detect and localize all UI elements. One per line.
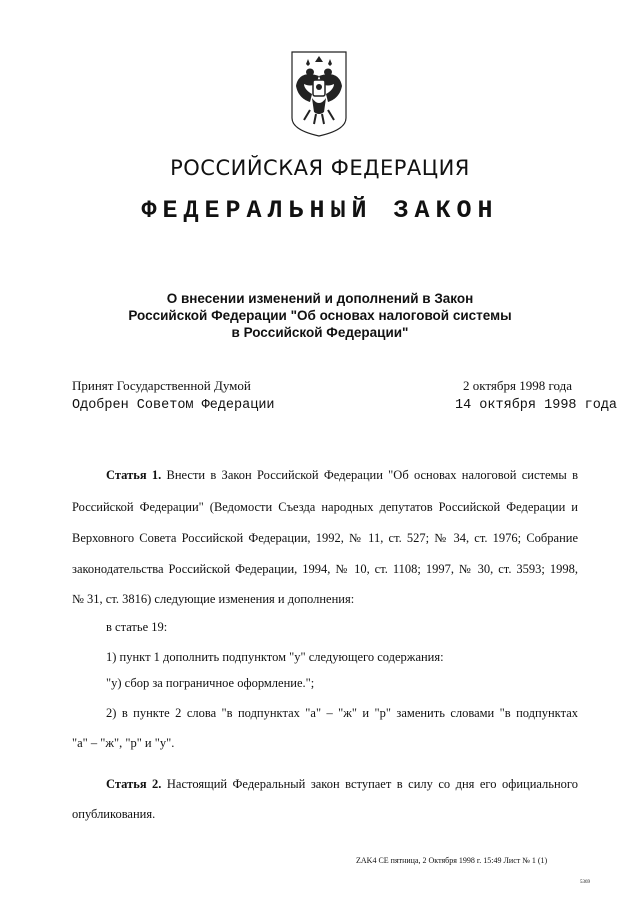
law-title-line: Российской Федерации "Об основах налоговой системы xyxy=(128,308,512,323)
adopted-by: Принят Государственной Думой xyxy=(72,378,251,393)
article-1-line: Российской Федерации" (Ведомости Съезда народных депутатов Российской Федерации и xyxy=(72,500,578,514)
article-1-line: Статья 1. Внести в Закон Российской Федерации "Об основах налоговой системы в xyxy=(106,468,578,482)
article-1-line: № 31, ст. 3816) следующие изменения и дополнения: xyxy=(72,592,355,606)
article-2-label: Статья 2. xyxy=(106,777,162,791)
article-1-item-1: 1) пункт 1 дополнить подпунктом "у" следующего содержания: xyxy=(106,650,444,664)
article-2-line: опубликования. xyxy=(72,807,156,821)
article-1-line: Верховного Совета Российской Федерации, 1992, № 11, ст. 527; № 34, ст. 1976; Собрание xyxy=(72,531,578,545)
country-heading: РОССИЙСКАЯ ФЕДЕРАЦИЯ xyxy=(170,156,470,180)
law-title xyxy=(0,290,640,341)
article-1-item-2-cont: "а" – "ж", "р" и "у". xyxy=(72,736,175,750)
article-1-item-2: 2) в пункте 2 слова "в подпунктах "а" – "ж" и "р" заменить словами "в подпунктах xyxy=(106,706,578,720)
coat-of-arms-emblem xyxy=(290,50,348,138)
adopted-date: 2 октября 1998 года xyxy=(463,378,572,393)
law-type-heading: ФЕДЕРАЛЬНЫЙ ЗАКОН xyxy=(141,196,499,225)
article-1-subsection: в статье 19: xyxy=(106,620,168,634)
article-1-item-1-text: "у) сбор за пограничное оформление."; xyxy=(106,676,315,690)
article-1-line: законодательства Российской Федерации, 1994, № 10, ст. 1108; 1997, № 30, ст. 3593; 1998, xyxy=(72,562,578,576)
article-1-label: Статья 1. xyxy=(106,468,162,482)
footer-stamp: ZAK4 CE пятница, 2 Октября 1998 г. 15:49 Лист № 1 (1) xyxy=(356,856,548,865)
approved-by: Одобрен Советом Федерации xyxy=(72,398,275,413)
footer-code: 5369 xyxy=(580,880,590,885)
law-title-line: О внесении изменений и дополнений в Закон xyxy=(166,291,474,306)
article-2-line: Статья 2. Настоящий Федеральный закон вступает в силу со дня его официального xyxy=(106,777,578,791)
approved-date: 14 октября 1998 года xyxy=(455,398,618,413)
law-title-line: в Российской Федерации" xyxy=(231,325,409,340)
